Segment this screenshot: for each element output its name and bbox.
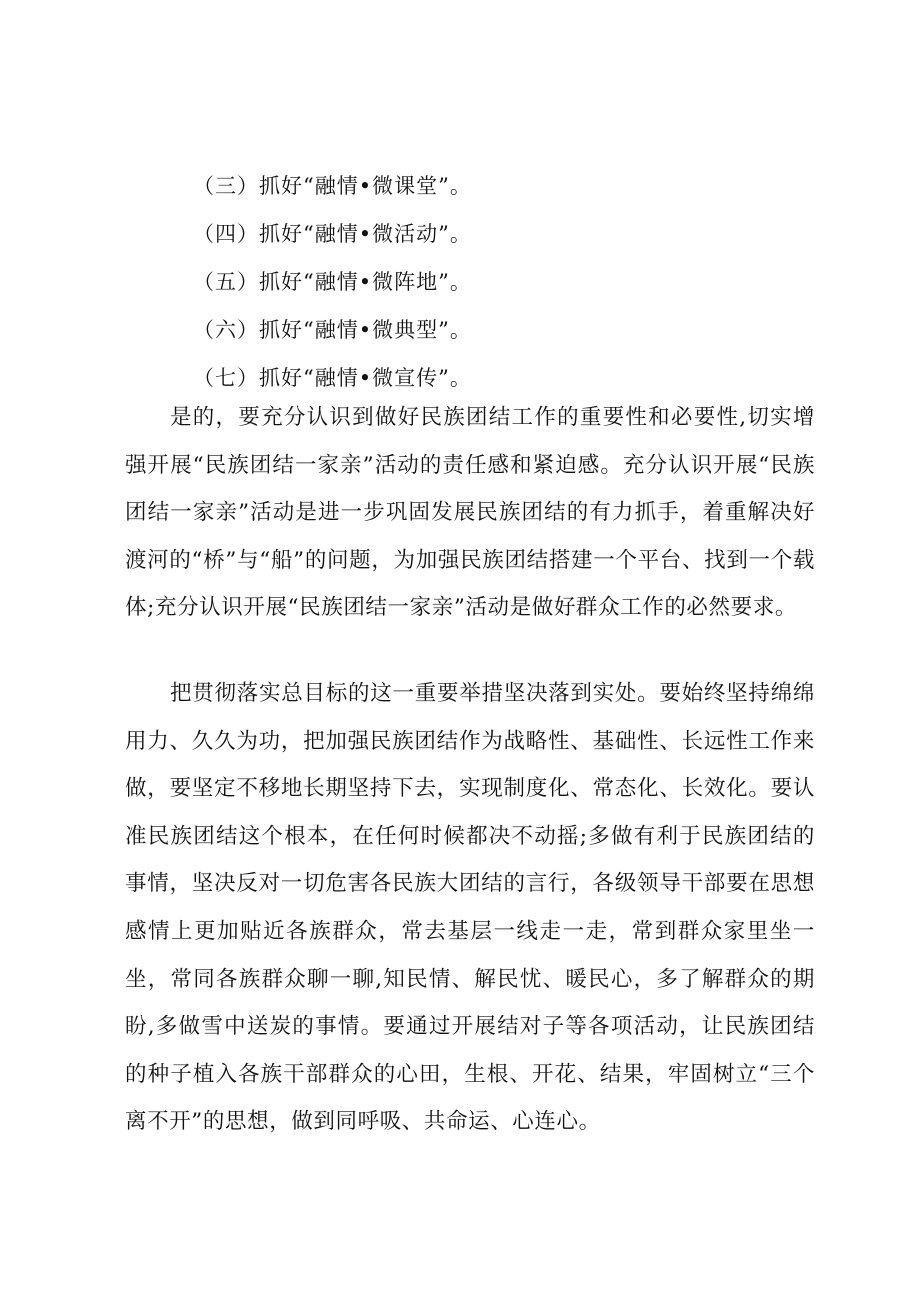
body-paragraph-1: 是的，要充分认识到做好民族团结工作的重要性和必要性,切实增强开展“民族团结一家亲”活动的责任感和紧迫感。充分认识开展“民族团结一家亲”活动是进一步巩固发展民族团结的有力抓手，着重解决好渡河的“桥”与“船”的问题，为加强民族团结搭建一个平台、找到一个载体;充分认识开展“民族团结一家亲”活动是做好群众工作的必然要求。 — [125, 405, 815, 621]
section-heading-list — [193, 162, 472, 402]
body-paragraph-2: 把贯彻落实总目标的这一重要举措坚决落到实处。要始终坚持绵绵用力、久久为功，把加强民族团结作为战略性、基础性、长远性工作来做，要坚定不移地长期坚持下去，实现制度化、常态化、长效化。要认准民族团结这个根本，在任何时候都决不动摇;多做有利于民族团结的事情，坚决反对一切危害各民族大团结的言行，各级领导干部要在思想感情上更加贴近各族群众，常去基层一线走一走，常到群众家里坐一坐，常同各族群众聊一聊,知民情、解民忧、暖民心，多了解群众的期盼,多做雪中送炭的事情。要通过开展结对子等各项活动，让民族团结的种子植入各族干部群众的心田，生根、开花、结果，牢固树立“三个离不开”的思想，做到同呼吸、共命运、心连心。 — [125, 681, 815, 1135]
section-heading-5: （五）抓好“融情•微阵地”。 — [193, 270, 472, 294]
section-heading-3: （三）抓好“融情•微课堂”。 — [193, 174, 472, 198]
section-heading-6: （六）抓好“融情•微典型”。 — [193, 318, 472, 342]
section-heading-7: （七）抓好“融情•微宣传”。 — [193, 366, 472, 390]
section-heading-4: （四）抓好“融情•微活动”。 — [193, 222, 472, 246]
